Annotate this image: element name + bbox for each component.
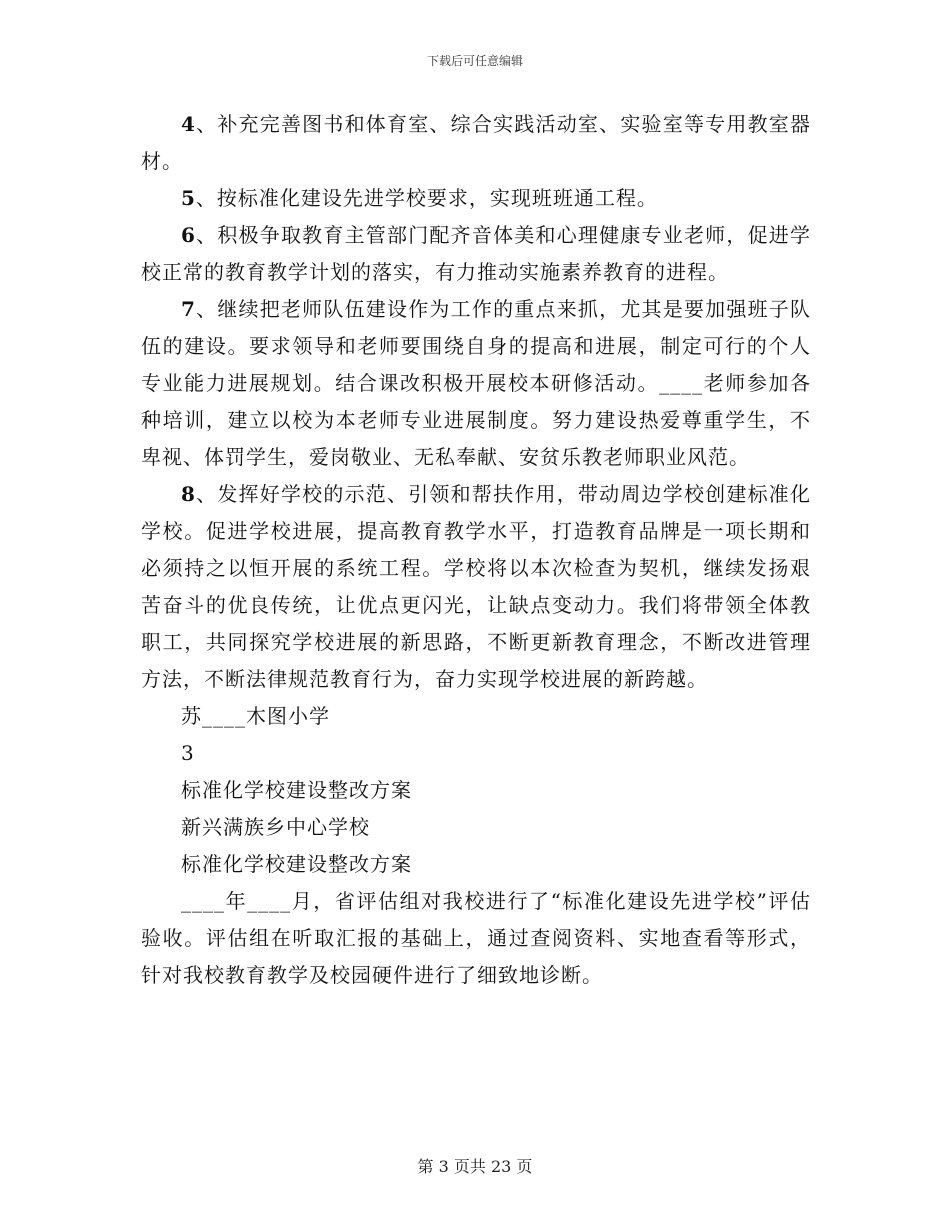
page-header-note: 下载后可任意编辑 — [426, 54, 523, 68]
paragraph-item-8 — [141, 476, 811, 698]
item-number: 4 — [181, 112, 196, 136]
document-body — [141, 106, 811, 994]
section-number: 3 — [181, 741, 195, 765]
school-name: 新兴满族乡中心学校 — [181, 815, 370, 839]
item-number: 6 — [181, 223, 196, 247]
item-text: 、继续把老师队伍建设作为工作的重点来抓，尤其是要加强班子队伍的建设。要求领导和老师要围绕自身的提高和进展，制定可行的个人专业能力进展规划。结合课改积极开展校本研修活动。____老师参加各种培训，建立以校为本老师专业进展制度。努力建设热爱尊重学生，不卑视、体罚学生，爱岗敬业、无私奉献、安贫乐教老师职业风范。 — [141, 297, 811, 469]
paragraph-item-5 — [141, 180, 811, 217]
paragraph-item-6 — [141, 217, 811, 291]
page-number: 第 3 页共 23 页 — [417, 1157, 533, 1176]
item-text: 、积极争取教育主管部门配齐音体美和心理健康专业老师，促进学校正常的教育教学计划的落实，有力推动实施素养教育的进程。 — [141, 223, 811, 284]
paragraph-item-7 — [141, 291, 811, 476]
item-number: 5 — [181, 186, 196, 210]
item-number: 7 — [181, 297, 196, 321]
paragraph-item-4 — [141, 106, 811, 180]
section-subtitle: 标准化学校建设整改方案 — [181, 852, 412, 876]
section-title: 标准化学校建设整改方案 — [181, 778, 412, 802]
item-text: 、按标准化建设先进学校要求，实现班班通工程。 — [195, 186, 658, 210]
item-text: 、发挥好学校的示范、引领和帮扶作用，带动周边学校创建标准化学校。促进学校进展，提高教育教学水平，打造教育品牌是一项长期和必须持之以恒开展的系统工程。学校将以本次检查为契机，继续发扬艰苦奋斗的优良传统，让优点更闪光，让缺点变动力。我们将带领全体教职工，共同探究学校进展的新思路，不断更新教育理念，不断改进管理方法，不断法律规范教育行为，奋力实现学校进展的新跨越。 — [141, 482, 811, 691]
closing-paragraph: ____年____月，省评估组对我校进行了“标准化建设先进学校”评估验收。评估组在听取汇报的基础上，通过查阅资料、实地查看等形式，针对我校教育教学及校园硬件进行了细致地诊断。 — [141, 889, 811, 987]
item-number: 8 — [181, 482, 196, 506]
item-text: 、补充完善图书和体育室、综合实践活动室、实验室等专用教室器材。 — [141, 112, 811, 173]
school-signature: 苏____木图小学 — [181, 704, 330, 728]
